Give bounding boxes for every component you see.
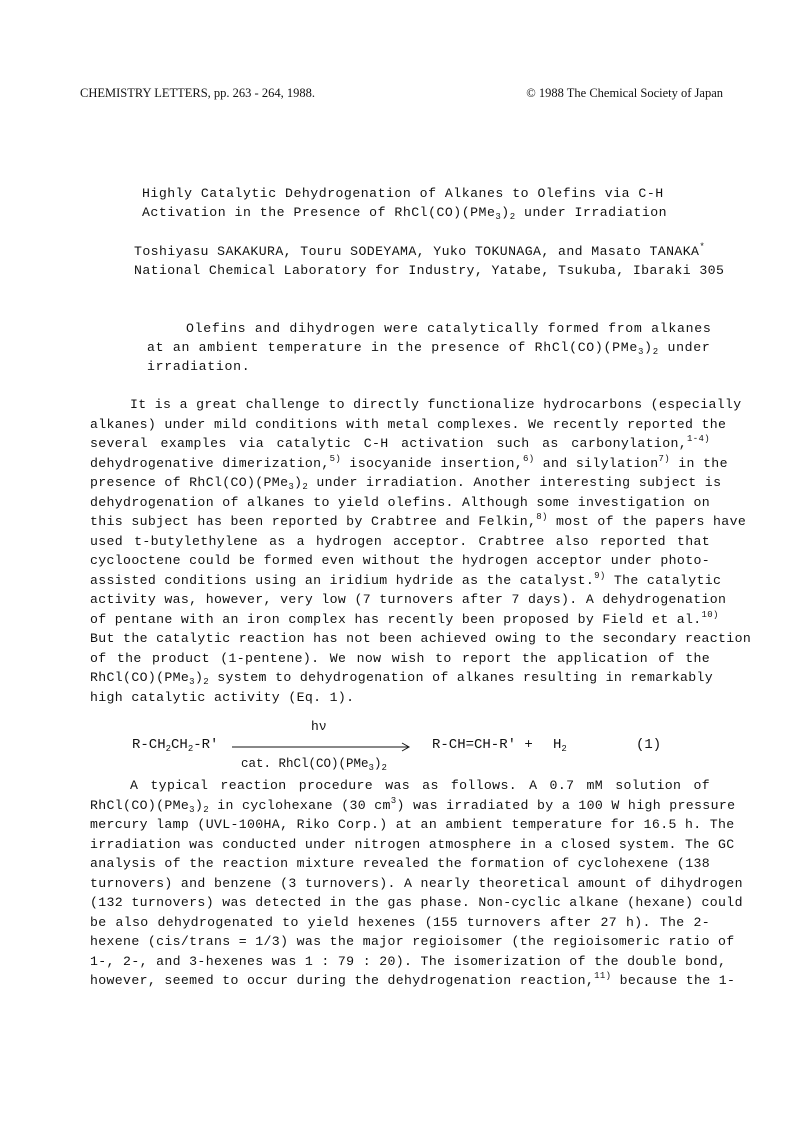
paper-title-line-1: Highly Catalytic Dehydrogenation of Alkanes to Olefins via C-H <box>142 186 664 201</box>
reference-mark: 6) <box>522 453 535 464</box>
reference-mark: 8) <box>536 512 548 522</box>
text-line: 1-, 2-, and 3-hexenes was 1 : 79 : 20). The isomerization of the double bond, <box>90 953 727 969</box>
text-line: turnovers) and benzene (3 turnovers). A nearly theoretical amount of dihydrogen <box>90 875 743 891</box>
copyright-notice: © 1988 The Chemical Society of Japan <box>526 86 723 100</box>
reference-mark: 1-4) <box>686 434 710 444</box>
text-line: however, seemed to occur during the dehydrogenation reaction,$^{11)}$ because the 1- <box>90 971 736 988</box>
reference-mark: 5) <box>329 453 342 464</box>
equation-number: (1) <box>636 737 662 753</box>
text-line: several examples via catalytic C-H activation such as carbonylation,$^{1-4)}$ <box>90 434 710 451</box>
text-line: hexene (cis/trans = 1/3) was the major regioisomer (the regioisomeric ratio of <box>90 934 735 949</box>
text-line: $RhCl(CO)(PMe_3)_2$ system to dehydrogenation of alkanes resulting in remarkably <box>90 670 714 687</box>
text-line: cyclooctene could be formed even without the hydrogen acceptor under photo- <box>90 553 710 568</box>
paper-title-line-2: Activation in the Presence of $RhCl(CO)(PMe_3)_2$ under Irradiation <box>142 205 668 222</box>
equation-catalyst: cat. $RhCl(CO)(PMe_3)_2$ <box>241 757 387 773</box>
author-affiliation: National Chemical Laboratory for Industry, Yatabe, Tsukuba, Ibaraki 305 <box>134 263 725 278</box>
text-line: mercury lamp (UVL-100HA, Riko Corp.) at an ambient temperature for 16.5 h. The <box>90 817 735 832</box>
author-list: Toshiyasu SAKAKURA, Touru SODEYAMA, Yuko TOKUNAGA, and Masato TANAKA* <box>134 242 706 259</box>
text-line: irradiation was conducted under nitrogen atmosphere in a closed system. The GC <box>90 836 735 852</box>
text-line: used t-butylethylene as a hydrogen acceptor. Crabtree also reported that <box>90 533 710 549</box>
reaction-arrow <box>232 742 412 752</box>
equation-product: R-CH=CH-R' + <box>432 737 533 753</box>
text-line: It is a great challenge to directly functionalize hydrocarbons (especially <box>130 397 742 412</box>
abstract-line-2: at an ambient temperature in the presence of $RhCl(CO)(PMe_3)_2$ under <box>147 340 711 357</box>
reference-mark: 7) <box>658 453 670 464</box>
abstract-line-3: irradiation. <box>147 359 251 374</box>
equation-condition-light: hν <box>311 719 327 734</box>
reference-mark: 10) <box>701 609 719 620</box>
text-line: of the product (1-pentene). We now wish to report the application of the <box>90 650 710 666</box>
procedure-paragraph <box>90 776 743 991</box>
text-line: But the catalytic reaction has not been achieved owing to the secondary reaction <box>90 631 752 646</box>
text-line: be also dehydrogenated to yield hexenes (155 turnovers after 27 h). The 2- <box>90 914 710 930</box>
text-line: A typical reaction procedure was as follows. A 0.7 mM solution of <box>130 778 710 793</box>
equation-hydrogen: $H_2$ <box>553 737 567 754</box>
text-line: dehydrogenation of alkanes to yield olefins. Although some investigation on <box>90 494 710 510</box>
intro-paragraph <box>90 395 752 707</box>
equation-reactant: $R-CH_2CH_2-R'$ <box>132 737 219 754</box>
text-line: assisted conditions using an iridium hydride as the catalyst.$^{9)}$ The catalytic <box>90 570 722 588</box>
text-line: dehydrogenative dimerization,$^{5)}$ isocyanide insertion,$^{6)}$ and silylation$^{7)}$ in the <box>90 453 728 471</box>
text-line: activity was, however, very low (7 turnovers after 7 days). A dehydrogenation <box>90 592 727 607</box>
reference-mark: 11) <box>594 971 612 981</box>
reference-mark: 9) <box>594 570 606 581</box>
text-line: of pentane with an iron complex has recently been proposed by Field et al.$^{10)}$ <box>90 609 719 627</box>
text-line: $RhCl(CO)(PMe_3)_2$ in cyclohexane (30 $cm^3$) was irradiated by a 100 W high pressure <box>90 795 736 815</box>
corresponding-author-mark: * <box>699 242 706 252</box>
journal-citation: CHEMISTRY LETTERS, pp. 263 - 264, 1988. <box>80 86 315 100</box>
text-line: (132 turnovers) was detected in the gas phase. Non-cyclic alkane (hexane) could <box>90 895 743 910</box>
text-line: analysis of the reaction mixture revealed the formation of cyclohexene (138 <box>90 856 710 871</box>
text-line: high catalytic activity (Eq. 1). <box>90 689 355 705</box>
text-line: alkanes) under mild conditions with metal complexes. We recently reported the <box>90 416 727 432</box>
text-line: this subject has been reported by Crabtree and Felkin,$^{8)}$ most of the papers have <box>90 512 747 529</box>
abstract-line-1: Olefins and dihydrogen were catalytically formed from alkanes <box>186 321 712 336</box>
text-line: presence of $RhCl(CO)(PMe_3)_2$ under irradiation. Another interesting subject is <box>90 475 722 492</box>
